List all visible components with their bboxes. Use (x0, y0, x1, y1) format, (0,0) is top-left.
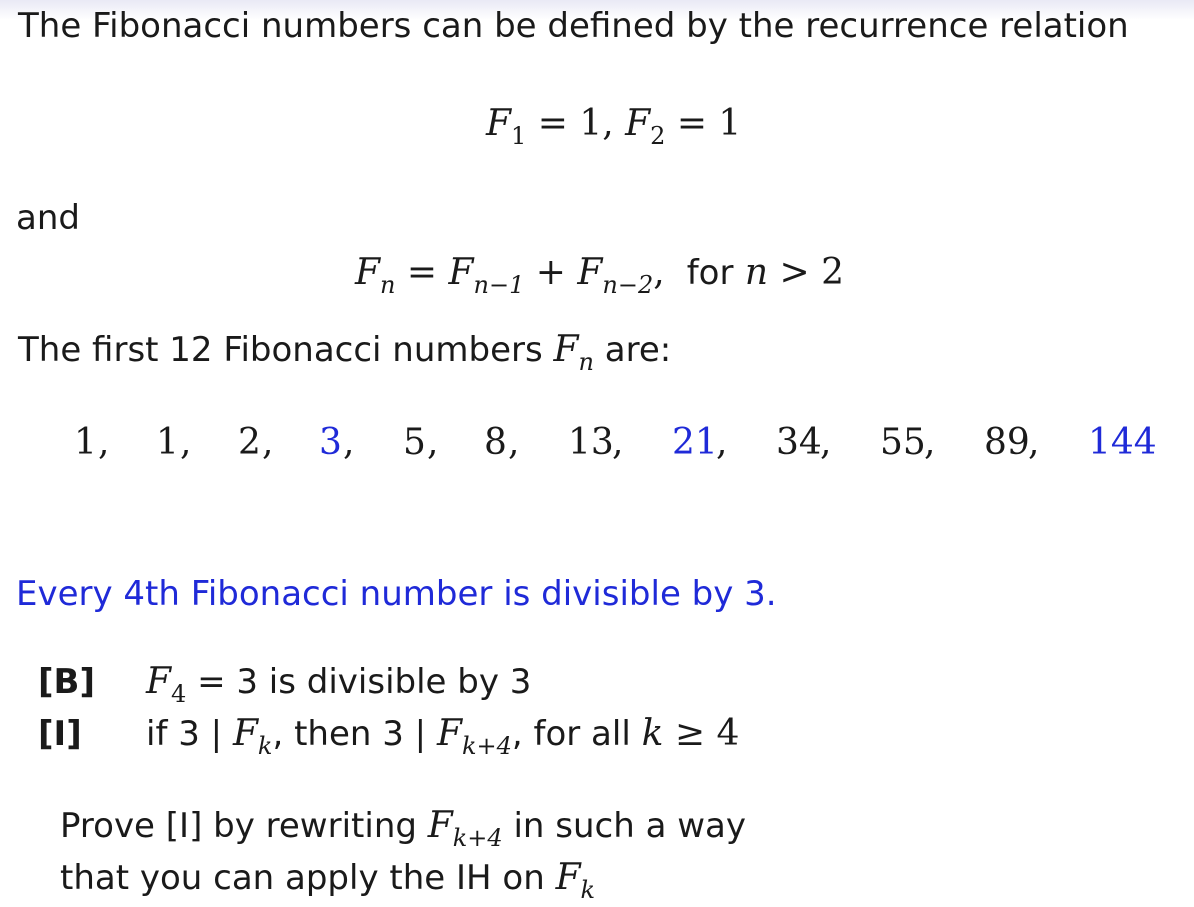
fib-symbol: F (146, 661, 171, 702)
sequence-comma: , (343, 422, 355, 463)
fib-symbol: F (232, 713, 258, 754)
induction-label: [I] (38, 714, 82, 754)
ge-text: ≥ 4 (663, 713, 740, 754)
base-rest: = 3 is divisible by 3 (186, 662, 532, 702)
plus-text: + (524, 252, 578, 293)
sequence-comma: , (820, 422, 832, 463)
subscript: k+4 (461, 732, 512, 760)
sequence-comma: , (924, 422, 936, 463)
sequence-comma: , (262, 422, 274, 463)
then-text: , then 3 | (272, 714, 437, 754)
intro-text: The Fibonacci numbers can be defined by the recurrence relation (18, 6, 1129, 46)
sequence-item: 55 (880, 422, 926, 463)
subscript: k (580, 876, 596, 904)
sequence-item: 1 (156, 422, 179, 463)
fib-symbol: F (427, 805, 453, 846)
base-case-formula (486, 104, 741, 156)
sequence-comma: , (508, 422, 520, 463)
sequence-comma: , (180, 422, 192, 463)
subscript: 1 (510, 122, 527, 150)
fib-symbol: F (553, 329, 579, 370)
prove-line-1 (60, 806, 746, 858)
sequence-item: 1 (74, 422, 97, 463)
sequence-item: 8 (484, 422, 507, 463)
sequence-item-highlight: 3 (319, 422, 342, 463)
forall-text: , for all (511, 714, 642, 754)
first12-text (18, 330, 671, 382)
claim-text: Every 4th Fibonacci number is divisible by 3. (16, 574, 777, 614)
sequence-item-highlight: 144 (1088, 422, 1157, 463)
n-symbol: n (744, 252, 769, 293)
prove-line-2 (60, 858, 595, 907)
if-text: if 3 | (146, 714, 233, 754)
subscript: n (379, 271, 396, 299)
for-text: for (686, 253, 734, 293)
sequence-comma: , (427, 422, 439, 463)
equals-text: = (395, 252, 449, 293)
base-statement (146, 662, 531, 714)
fib-symbol: F (486, 103, 511, 144)
subscript: n−2 (602, 271, 654, 299)
first12-post: are: (593, 330, 672, 370)
prove-pre: Prove [I] by rewriting (60, 806, 428, 846)
subscript: 4 (170, 680, 187, 708)
sequence-item-highlight: 21 (672, 422, 718, 463)
sequence-comma: , (98, 422, 110, 463)
sequence-item: 34 (776, 422, 822, 463)
subscript: k (257, 732, 273, 760)
k-symbol: k (641, 713, 664, 754)
connector-text: and (16, 198, 80, 238)
induction-statement (146, 714, 739, 766)
subscript: n−1 (473, 271, 525, 299)
fibonacci-sequence (0, 423, 1194, 463)
sequence-item: 89 (984, 422, 1030, 463)
sequence-item: 2 (238, 422, 261, 463)
equals-text: = 1 (665, 103, 742, 144)
comma-text: , (653, 252, 665, 293)
equals-text: = 1, (526, 103, 626, 144)
subscript: n (578, 348, 594, 376)
recurrence-formula (355, 253, 844, 305)
subscript: 2 (650, 122, 666, 150)
fib-symbol: F (555, 857, 581, 898)
sequence-comma: , (716, 422, 728, 463)
first12-pre: The first 12 Fibonacci numbers (18, 330, 554, 370)
gt-text: > 2 (768, 252, 845, 293)
fib-symbol: F (577, 252, 603, 293)
sequence-item: 5 (403, 422, 426, 463)
subscript: k+4 (452, 824, 503, 852)
sequence-comma: , (612, 422, 624, 463)
fib-symbol: F (448, 252, 474, 293)
fib-symbol: F (436, 713, 462, 754)
sequence-item: 13 (568, 422, 614, 463)
sequence-comma: , (1028, 422, 1040, 463)
fib-symbol: F (355, 252, 380, 293)
fib-symbol: F (625, 103, 651, 144)
base-label: [B] (38, 662, 95, 702)
prove-pre-2: that you can apply the IH on (60, 858, 556, 898)
prove-post: in such a way (502, 806, 747, 846)
